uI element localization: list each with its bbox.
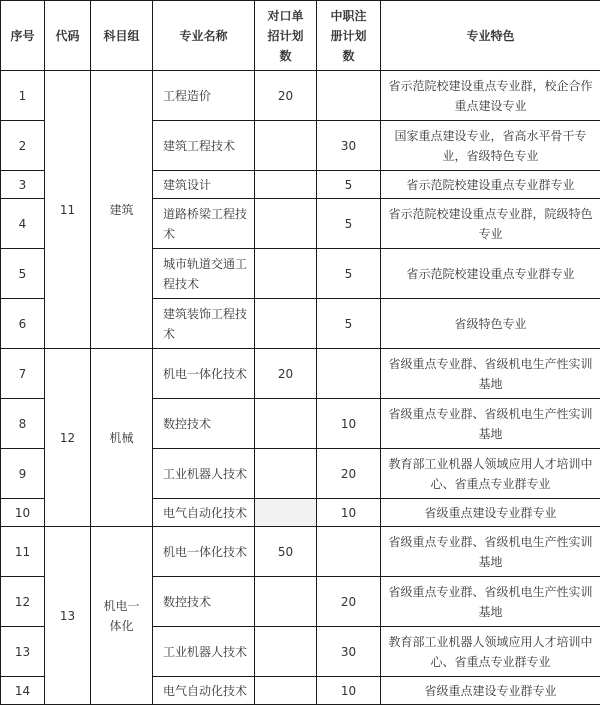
feature-text: 教育部工业机器人领域应用人才培训中心、省重点专业群专业	[381, 627, 600, 677]
feature-text: 省示范院校建设重点专业群，校企合作重点建设专业	[381, 71, 600, 121]
major-name: 数控技术	[153, 577, 255, 627]
major-name: 城市轨道交通工程技术	[153, 249, 255, 299]
row-seq: 8	[1, 399, 45, 449]
row-seq: 2	[1, 121, 45, 171]
plan-register	[317, 349, 381, 399]
header-plan-register: 中职注册计划数	[317, 1, 381, 71]
feature-text: 省级重点专业群、省级机电生产性实训基地	[381, 399, 600, 449]
plan-register: 5	[317, 171, 381, 199]
row-seq: 4	[1, 199, 45, 249]
major-name: 工业机器人技术	[153, 449, 255, 499]
group-name: 建筑	[91, 71, 153, 349]
major-name: 建筑装饰工程技术	[153, 299, 255, 349]
plan-register: 5	[317, 249, 381, 299]
group-code: 13	[45, 527, 91, 705]
table-row	[1, 527, 600, 577]
row-seq: 7	[1, 349, 45, 399]
major-name: 建筑设计	[153, 171, 255, 199]
row-seq: 10	[1, 499, 45, 527]
plan-register: 5	[317, 199, 381, 249]
row-seq: 9	[1, 449, 45, 499]
header-group: 科目组	[91, 1, 153, 71]
row-seq: 13	[1, 627, 45, 677]
plan-register: 10	[317, 399, 381, 449]
row-seq: 1	[1, 71, 45, 121]
group-code: 12	[45, 349, 91, 527]
plan-exam	[255, 199, 317, 249]
major-name: 机电一体化技术	[153, 349, 255, 399]
plan-exam	[255, 499, 317, 527]
plan-register	[317, 71, 381, 121]
major-name: 电气自动化技术	[153, 499, 255, 527]
plan-exam	[255, 577, 317, 627]
plan-register: 20	[317, 449, 381, 499]
row-seq: 6	[1, 299, 45, 349]
row-seq: 5	[1, 249, 45, 299]
plan-exam: 50	[255, 527, 317, 577]
row-seq: 14	[1, 677, 45, 705]
plan-register: 30	[317, 627, 381, 677]
plan-exam	[255, 249, 317, 299]
plan-exam	[255, 627, 317, 677]
feature-text: 省级重点专业群、省级机电生产性实训基地	[381, 527, 600, 577]
feature-text: 省示范院校建设重点专业群专业	[381, 171, 600, 199]
major-name: 机电一体化技术	[153, 527, 255, 577]
plan-exam	[255, 121, 317, 171]
feature-text: 省级重点建设专业群专业	[381, 499, 600, 527]
major-name: 建筑工程技术	[153, 121, 255, 171]
plan-register: 10	[317, 499, 381, 527]
plan-register: 5	[317, 299, 381, 349]
plan-exam	[255, 299, 317, 349]
feature-text: 省级重点专业群、省级机电生产性实训基地	[381, 349, 600, 399]
header-plan-exam: 对口单招计划数	[255, 1, 317, 71]
group-name: 机械	[91, 349, 153, 527]
plan-register: 10	[317, 677, 381, 705]
plan-exam	[255, 449, 317, 499]
feature-text: 省示范院校建设重点专业群专业	[381, 249, 600, 299]
feature-text: 省级重点专业群、省级机电生产性实训基地	[381, 577, 600, 627]
major-name: 数控技术	[153, 399, 255, 449]
plan-register: 30	[317, 121, 381, 171]
header-code: 代码	[45, 1, 91, 71]
major-name: 工程造价	[153, 71, 255, 121]
header-seq: 序号	[1, 1, 45, 71]
major-name: 道路桥梁工程技术	[153, 199, 255, 249]
plan-register: 20	[317, 577, 381, 627]
plan-exam: 20	[255, 71, 317, 121]
feature-text: 省级重点建设专业群专业	[381, 677, 600, 705]
header-major: 专业名称	[153, 1, 255, 71]
row-seq: 11	[1, 527, 45, 577]
group-name: 机电一体化	[91, 527, 153, 705]
plan-register	[317, 527, 381, 577]
major-name: 电气自动化技术	[153, 677, 255, 705]
feature-text: 国家重点建设专业，省高水平骨干专业，省级特色专业	[381, 121, 600, 171]
plan-exam: 20	[255, 349, 317, 399]
row-seq: 12	[1, 577, 45, 627]
header-row	[1, 1, 600, 71]
feature-text: 省级特色专业	[381, 299, 600, 349]
row-seq: 3	[1, 171, 45, 199]
table-row	[1, 71, 600, 121]
table-row	[1, 349, 600, 399]
major-name: 工业机器人技术	[153, 627, 255, 677]
feature-text: 省示范院校建设重点专业群，院级特色专业	[381, 199, 600, 249]
header-feature: 专业特色	[381, 1, 600, 71]
feature-text: 教育部工业机器人领域应用人才培训中心、省重点专业群专业	[381, 449, 600, 499]
plan-exam	[255, 399, 317, 449]
group-code: 11	[45, 71, 91, 349]
plan-exam	[255, 677, 317, 705]
plan-exam	[255, 171, 317, 199]
